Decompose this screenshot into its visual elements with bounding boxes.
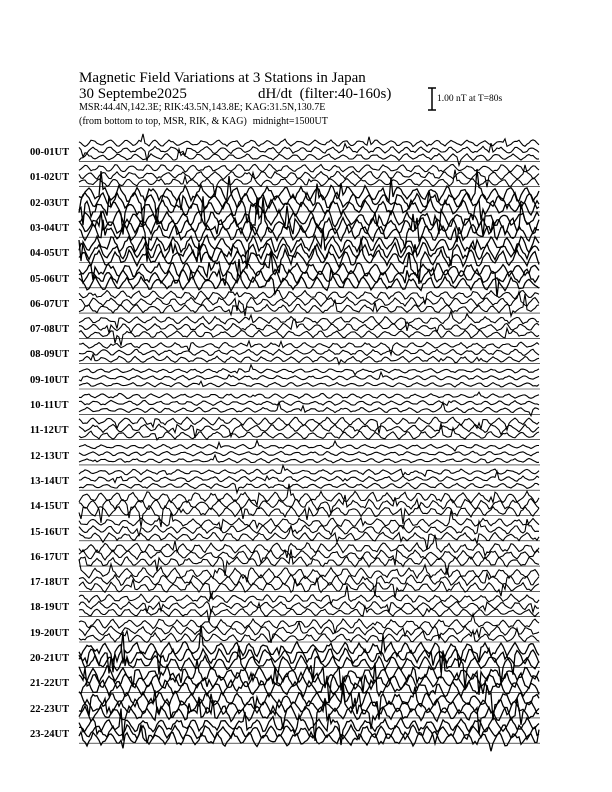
trace-kag-07-08UT	[79, 311, 539, 331]
trace-kag-09-10UT	[79, 365, 539, 375]
row-label: 13-14UT	[30, 475, 70, 487]
trace-kag-10-11UT	[79, 392, 539, 398]
trace-rik-22-23UT	[79, 690, 539, 725]
row-label: 02-03UT	[30, 197, 70, 209]
trace-msr-11-12UT	[79, 423, 539, 440]
row-label: 18-19UT	[30, 602, 70, 614]
row-label: 09-10UT	[30, 374, 70, 386]
row-label: 15-16UT	[30, 526, 70, 538]
row-label: 23-24UT	[30, 728, 70, 740]
row-label: 21-22UT	[30, 678, 70, 690]
trace-msr-09-10UT	[79, 381, 539, 387]
trace-rik-13-14UT	[79, 471, 539, 482]
trace-rik-18-19UT	[79, 601, 539, 612]
trace-rik-08-09UT	[79, 349, 539, 355]
trace-rik-15-16UT	[79, 519, 539, 536]
trace-msr-16-17UT	[79, 549, 539, 575]
row-label: 07-08UT	[30, 324, 70, 336]
trace-msr-13-14UT	[79, 483, 539, 493]
stations-line: MSR:44.4N,142.3E; RIK:43.5N,143.8E; KAG:31.5N,130.7E	[79, 102, 326, 113]
quantity-label: dH/dt	[258, 86, 293, 102]
trace-rik-09-10UT	[79, 372, 539, 381]
trace-rik-12-13UT	[79, 451, 539, 456]
scale-label: 1.00 nT at T=80s	[437, 94, 503, 104]
chart-title: Magnetic Field Variations at 3 Stations in Japan	[79, 70, 366, 86]
trace-kag-17-18UT	[79, 559, 539, 582]
row-label: 03-04UT	[30, 222, 70, 234]
scale-bar	[428, 88, 436, 110]
row-label: 17-18UT	[30, 577, 70, 589]
row-label: 01-02UT	[30, 172, 70, 184]
trace-msr-17-18UT	[79, 578, 539, 599]
trace-msr-08-09UT	[79, 354, 539, 364]
row-label: 14-15UT	[30, 501, 70, 513]
row-label: 06-07UT	[30, 298, 70, 310]
trace-rik-16-17UT	[79, 550, 539, 565]
row-label: 04-05UT	[30, 248, 70, 260]
trace-rik-20-21UT	[79, 632, 539, 675]
trace-rik-11-12UT	[79, 424, 539, 438]
row-label: 11-12UT	[30, 425, 69, 437]
trace-msr-19-20UT	[79, 629, 539, 643]
chart-date: 30 Septembe2025	[79, 86, 187, 102]
trace-rik-02-03UT	[79, 176, 539, 227]
trace-kag-00-01UT	[79, 134, 539, 147]
trace-rik-01-02UT	[79, 165, 539, 187]
trace-rik-05-06UT	[79, 268, 539, 297]
row-label: 05-06UT	[30, 273, 70, 285]
row-label: 19-20UT	[30, 627, 70, 639]
trace-rik-10-11UT	[79, 400, 539, 405]
trace-kag-12-13UT	[79, 440, 539, 451]
row-label: 10-11UT	[30, 400, 69, 411]
trace-rows	[79, 134, 540, 751]
trace-msr-12-13UT	[79, 455, 539, 463]
row-label: 16-17UT	[30, 551, 70, 563]
order-note: (from bottom to top, MSR, RIK, & KAG)	[79, 116, 247, 127]
row-label: 22-23UT	[30, 703, 70, 715]
trace-rik-23-24UT	[79, 725, 539, 744]
trace-kag-01-02UT	[79, 164, 539, 172]
trace-rik-17-18UT	[79, 573, 539, 595]
filter-label: (filter:40-160s)	[299, 86, 392, 102]
trace-rik-07-08UT	[79, 319, 539, 333]
row-label: 12-13UT	[30, 450, 70, 462]
row-label: 08-09UT	[30, 349, 70, 361]
trace-kag-11-12UT	[79, 417, 539, 434]
trace-kag-13-14UT	[79, 465, 539, 476]
midnight-note: midnight=1500UT	[252, 116, 328, 127]
trace-msr-06-07UT	[79, 294, 539, 316]
row-label: 20-21UT	[30, 653, 70, 664]
row-label: 00-01UT	[30, 147, 70, 158]
